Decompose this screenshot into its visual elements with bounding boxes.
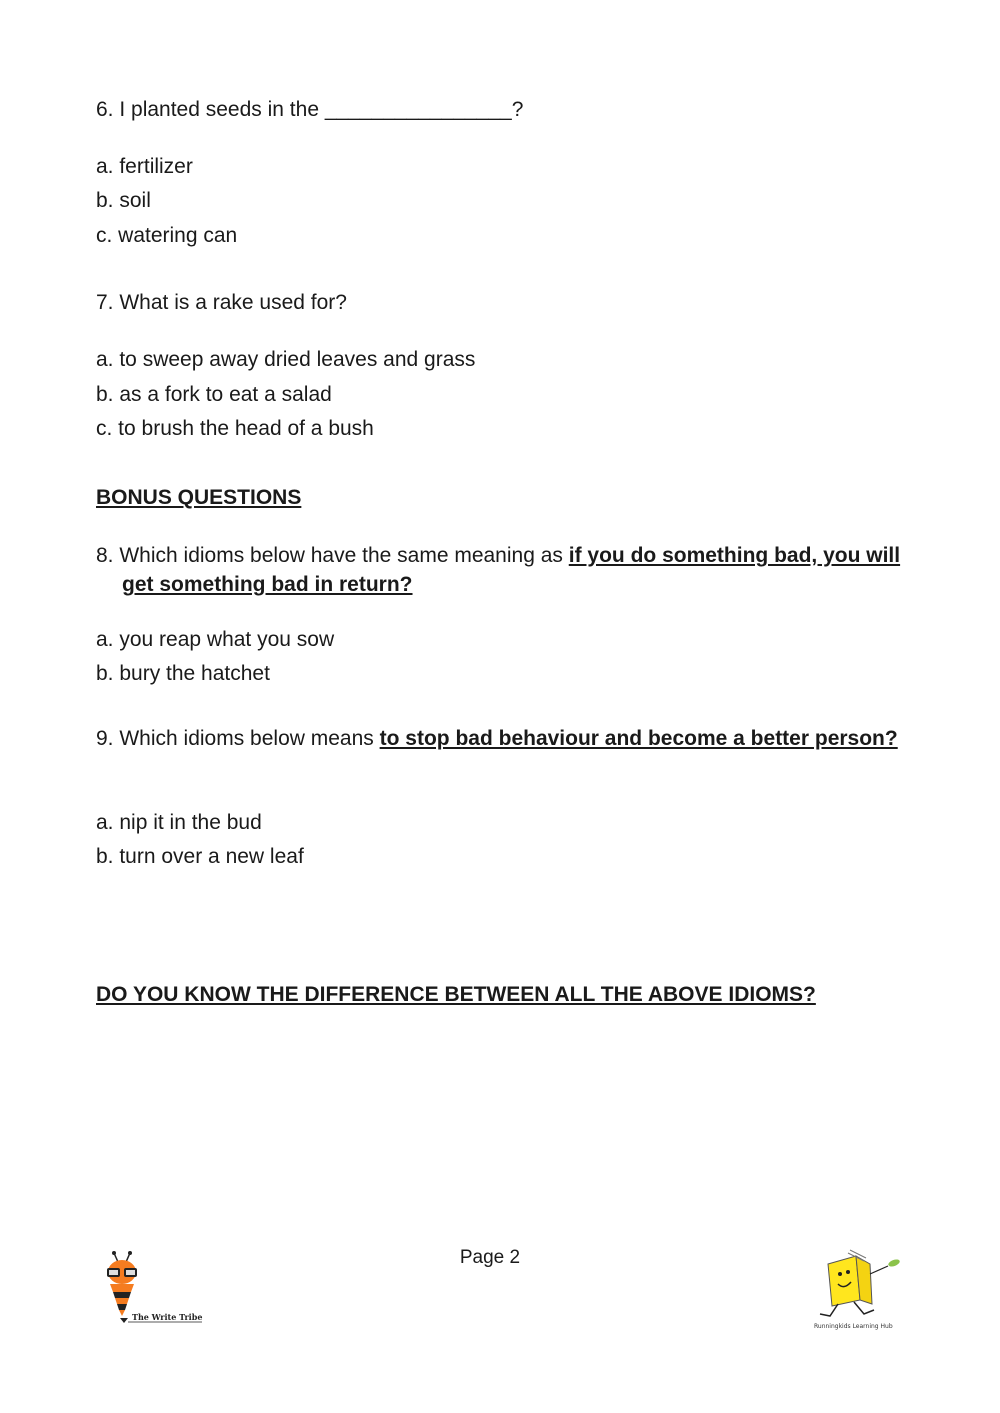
- write-tribe-logo-text: The Write Tribe: [132, 1312, 203, 1322]
- question-6: 6. I planted seeds in the ________________?: [96, 98, 524, 121]
- q9-option-a: a. nip it in the bud: [96, 811, 262, 834]
- question-9: [96, 724, 932, 753]
- question-7: 7. What is a rake used for?: [96, 291, 347, 314]
- q6-option-c: c. watering can: [96, 224, 238, 247]
- q9-emphasis: to stop bad behaviour and become a better person?: [379, 727, 898, 750]
- q8-option-b: b. bury the hatchet: [96, 662, 270, 685]
- write-tribe-logo: [98, 1248, 208, 1328]
- q8-option-a: a. you reap what you sow: [96, 628, 335, 651]
- q7-option-a: a. to sweep away dried leaves and grass: [96, 348, 476, 371]
- page-number: Page 2: [459, 1247, 521, 1268]
- q8-prefix: 8. Which idioms below have the same meaning as: [96, 544, 569, 567]
- runningkids-logo: [808, 1244, 908, 1344]
- q8-emphasis: if you do something bad, you will get something bad in return?: [122, 544, 901, 596]
- bonus-heading: BONUS QUESTIONS: [96, 486, 302, 509]
- runningkids-logo-text: Runningkids Learning Hub: [814, 1323, 893, 1330]
- q7-option-c: c. to brush the head of a bush: [96, 417, 374, 440]
- closing-question: DO YOU KNOW THE DIFFERENCE BETWEEN ALL THE ABOVE IDIOMS?: [96, 983, 816, 1006]
- q9-prefix: 9. Which idioms below means: [96, 727, 380, 750]
- question-8: [96, 541, 932, 599]
- q6-option-a: a. fertilizer: [96, 155, 193, 178]
- q9-option-b: b. turn over a new leaf: [96, 845, 304, 868]
- q7-option-b: b. as a fork to eat a salad: [96, 383, 332, 406]
- q6-option-b: b. soil: [96, 189, 151, 212]
